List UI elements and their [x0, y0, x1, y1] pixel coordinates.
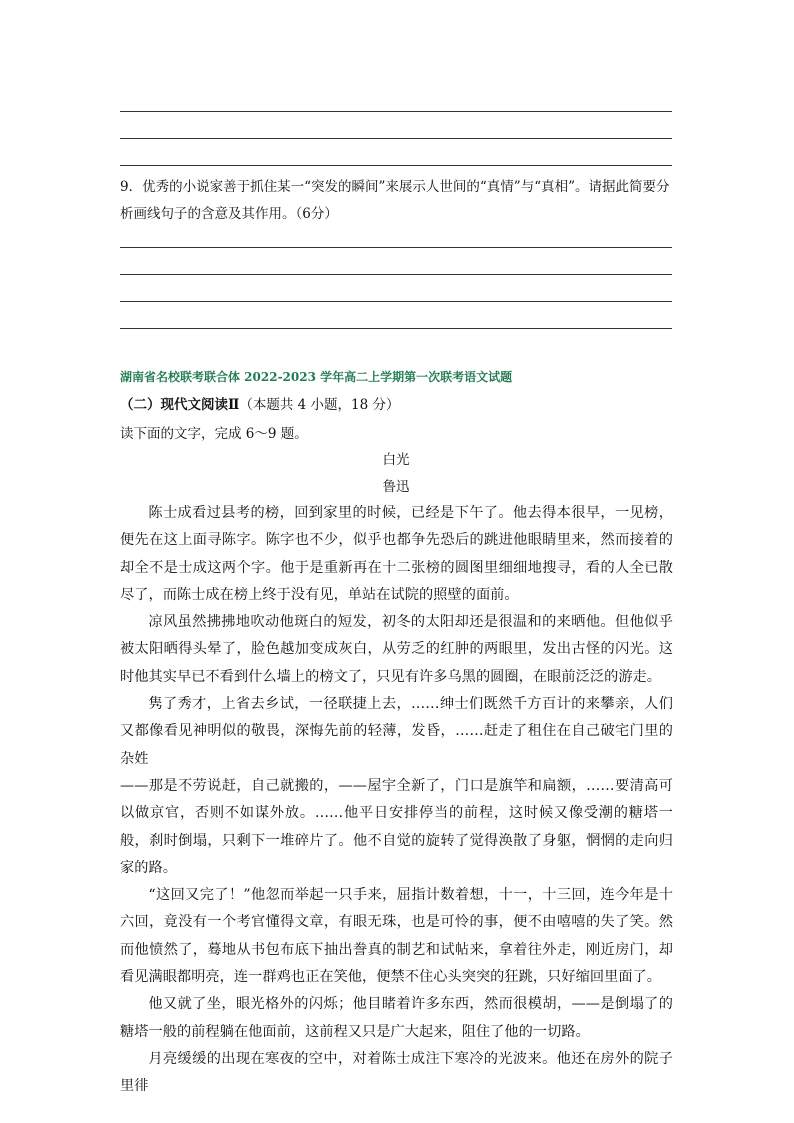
exam-source-title: 湖南省名校联考联合体 2022-2023 学年高二上学期第一次联考语文试题: [120, 370, 513, 384]
reading-instruction: 读下面的文字，完成 6～9 题。: [120, 426, 308, 442]
question-9: 9．优秀的小说家善于抓住某一“突发的瞬间”来展示人世间的“真情”与“真相”。请据此简要分析画线句子的含意及其作用。（6分）: [120, 179, 670, 222]
section-note: （本题共 4 小题，18 分）: [239, 397, 400, 413]
story-author: 鲁迅: [382, 479, 410, 495]
paragraph: “这回又完了！”他忽而举起一只手来，屈指计数着想，十一，十三回，连今年是十六回，竟没有一个考官懂得文章，有眼无珠，也是可怜的事，便不由嘻嘻的失了笑。然而他愤然了，蓦地从书包布底下抽出誊真的制艺和试帖来，拿着往外走，刚近房门，却看见满眼都明亮，连一群鸡也正在笑他，便禁不住心头突突的狂跳，只好缩回里面了。: [120, 887, 673, 986]
paragraph: ——那是不劳说赶，自己就搬的，——屋宇全新了，门口是旗竿和扁额，……要清高可以做京官，否则不如谋外放。……他平日安排停当的前程，这时候又像受潮的糖塔一般，刹时倒塌，只剩下一堆碎片了。他不自觉的旋转了觉得涣散了身躯，惘惘的走向归家的路。: [120, 777, 673, 876]
answer-line-3: [120, 165, 672, 166]
answer-line-5: [120, 274, 672, 275]
answer-line-7: [120, 328, 672, 329]
paragraph: 他又就了坐，眼光格外的闪烁；他目睹着许多东西，然而很模胡，——是倒塌了的糖塔一般的前程躺在他面前，这前程又只是广大起来，阻住了他的一切路。: [120, 996, 673, 1040]
paragraph: 月亮缓缓的出现在寒夜的空中，对着陈士成注下寒冷的光波来。他还在房外的院子里徘: [120, 1050, 673, 1095]
story-body: [120, 500, 673, 1101]
answer-line-2: [120, 138, 672, 139]
paragraph: 隽了秀才，上省去乡试，一径联捷上去，……绅士们既然千方百计的来攀亲，人们又都像看见神明似的敬畏，深悔先前的轻薄，发昏，……赶走了租住在自己破宅门里的杂姓: [120, 696, 673, 767]
paragraph: 陈士成看过县考的榜，回到家里的时候，已经是下午了。他去得本很早，一见榜，便先在这上面寻陈字。陈字也不少，似乎也都争先恐后的跳进他眼睛里来，然而接着的却全不是士成这两个字。他于是重新再在十二张榜的圆图里细细地搜寻，看的人全已散尽了，而陈士成在榜上终于没有见，单站在试院的照壁的面前。: [120, 505, 673, 603]
section-header: [120, 394, 680, 416]
answer-line-1: [120, 111, 672, 112]
story-title: 白光: [382, 452, 410, 468]
section-heading: （二）现代文阅读Ⅱ: [120, 397, 240, 413]
answer-line-4: [120, 247, 672, 248]
answer-line-6: [120, 301, 672, 302]
paragraph: 凉风虽然拂拂地吹动他斑白的短发，初冬的太阳却还是很温和的来晒他。但他似乎被太阳晒得头晕了，脸色越加变成灰白，从劳乏的红肿的两眼里，发出古怪的闪光。这时他其实早已不看到什么墙上的榜文了，只见有许多乌黑的圆圈，在眼前泛泛的游走。: [120, 614, 673, 685]
